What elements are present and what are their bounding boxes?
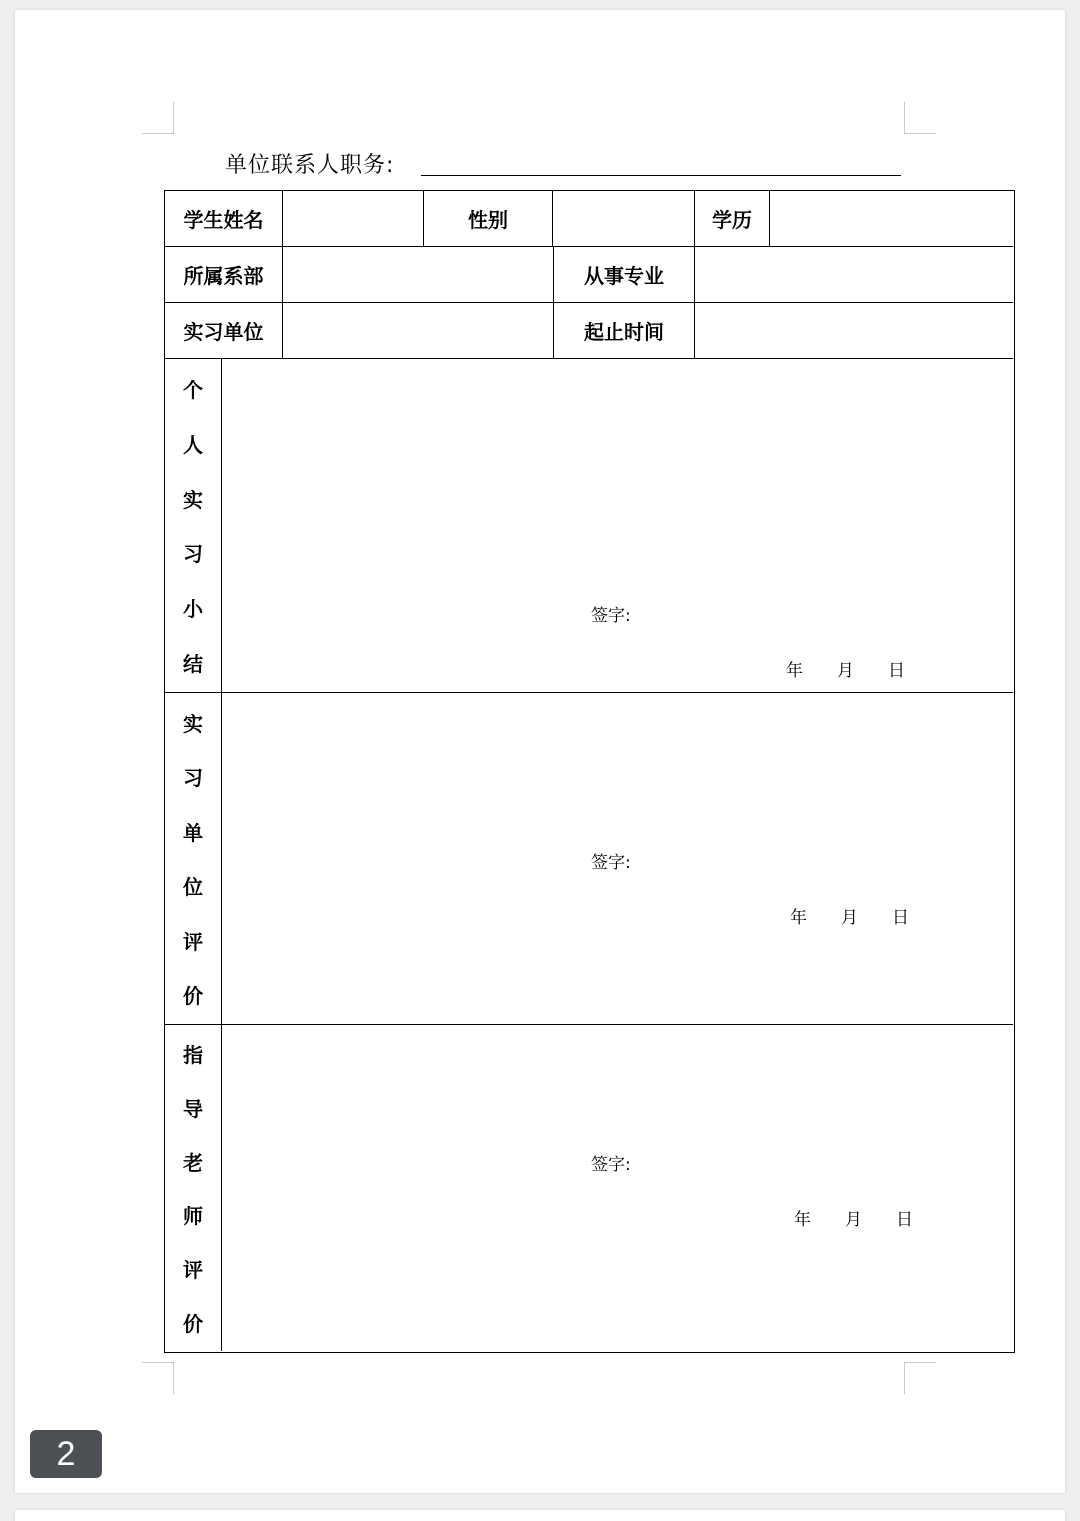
major-field[interactable] bbox=[695, 247, 1013, 303]
signature-label: 签字: bbox=[591, 606, 631, 626]
teacher-evaluation-label bbox=[165, 1025, 222, 1351]
label-char: 师 bbox=[183, 1204, 203, 1229]
next-page-edge bbox=[15, 1510, 1065, 1521]
period-field[interactable] bbox=[695, 303, 1013, 359]
period-label: 起止时间 bbox=[554, 303, 695, 359]
department-field[interactable] bbox=[283, 247, 554, 303]
label-char: 人 bbox=[183, 432, 203, 457]
contact-position-field[interactable] bbox=[421, 175, 901, 176]
date-line bbox=[786, 656, 905, 681]
date-day: 日 bbox=[892, 908, 909, 928]
label-char: 实 bbox=[183, 711, 203, 736]
label-char: 单 bbox=[183, 820, 203, 845]
gender-field[interactable] bbox=[553, 191, 695, 247]
student-name-field[interactable] bbox=[283, 191, 424, 247]
personal-summary-label bbox=[165, 359, 222, 693]
corner-mark-top-left bbox=[142, 102, 174, 134]
label-char: 习 bbox=[183, 766, 203, 791]
major-label: 从事专业 bbox=[554, 247, 695, 303]
corner-mark-top-right bbox=[904, 102, 936, 134]
internship-form-table bbox=[164, 190, 1015, 1353]
date-month: 月 bbox=[845, 1210, 862, 1230]
date-year: 年 bbox=[794, 1210, 811, 1230]
date-month: 月 bbox=[841, 908, 858, 928]
label-char: 老 bbox=[183, 1150, 203, 1175]
education-field[interactable] bbox=[770, 191, 1013, 247]
date-day: 日 bbox=[896, 1210, 913, 1230]
label-char: 评 bbox=[183, 929, 203, 954]
label-char: 导 bbox=[183, 1096, 203, 1121]
contact-position-label: 单位联系人职务: bbox=[225, 153, 395, 178]
label-char: 价 bbox=[183, 1311, 203, 1336]
date-day: 日 bbox=[888, 661, 905, 681]
page-number-badge[interactable]: 2 bbox=[30, 1430, 102, 1478]
gender-label: 性别 bbox=[424, 191, 553, 247]
internship-unit-field[interactable] bbox=[283, 303, 554, 359]
label-char: 结 bbox=[183, 652, 203, 677]
unit-evaluation-label bbox=[165, 693, 222, 1025]
student-name-label: 学生姓名 bbox=[165, 191, 283, 247]
department-label: 所属系部 bbox=[165, 247, 283, 303]
signature-label: 签字: bbox=[591, 1155, 631, 1175]
corner-mark-bottom-left bbox=[142, 1362, 174, 1394]
unit-evaluation-field[interactable] bbox=[222, 693, 1013, 1025]
label-char: 指 bbox=[183, 1043, 203, 1068]
date-line bbox=[790, 903, 909, 928]
label-char: 实 bbox=[183, 487, 203, 512]
label-char: 评 bbox=[183, 1257, 203, 1282]
date-month: 月 bbox=[837, 661, 854, 681]
label-char: 价 bbox=[183, 984, 203, 1009]
teacher-evaluation-field[interactable] bbox=[222, 1025, 1013, 1351]
internship-unit-label: 实习单位 bbox=[165, 303, 283, 359]
label-char: 位 bbox=[183, 875, 203, 900]
date-year: 年 bbox=[786, 661, 803, 681]
corner-mark-bottom-right bbox=[904, 1362, 936, 1394]
signature-label: 签字: bbox=[591, 853, 631, 873]
date-line bbox=[794, 1205, 913, 1230]
label-char: 个 bbox=[183, 377, 203, 402]
education-label: 学历 bbox=[695, 191, 770, 247]
personal-summary-field[interactable] bbox=[222, 359, 1013, 693]
date-year: 年 bbox=[790, 908, 807, 928]
label-char: 习 bbox=[183, 542, 203, 567]
document-page bbox=[15, 10, 1065, 1493]
label-char: 小 bbox=[183, 597, 203, 622]
